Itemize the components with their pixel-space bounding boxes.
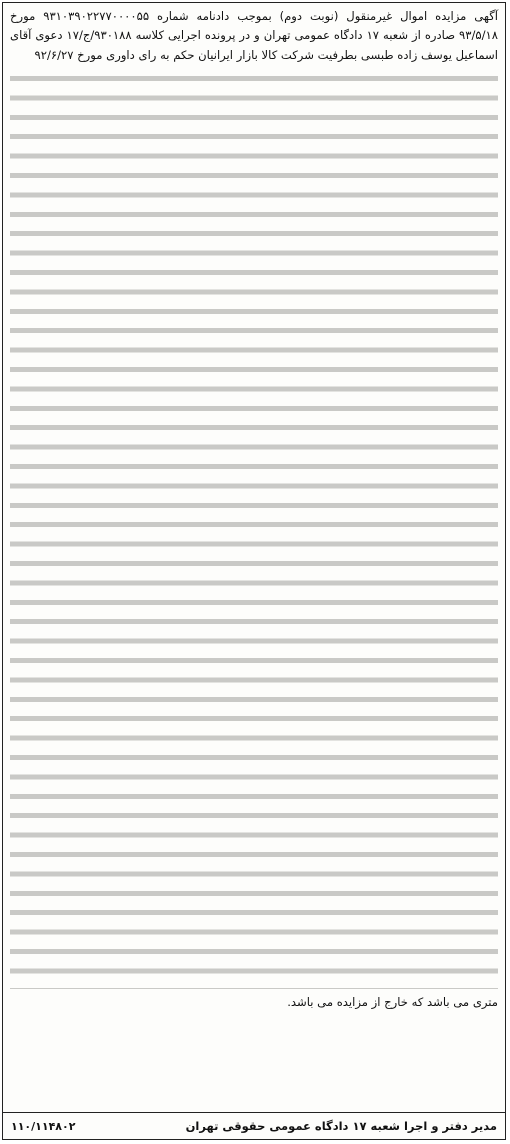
notice-paragraph-opening: آگهی مزایده اموال غیرمنقول (نوبت دوم) بموجب دادنامه شماره ۹۳۱۰۳۹۰۲۲۷۷۰۰۰۰۵۵ مورخ ۹۳/۵/۱۸ صادره از شعبه ۱۷ دادگاه عمومی تهران و در پرونده اجرایی کلاسه ۹۳۰۱۸۸/ج/۱۷ دعوی آقای اسماعیل یوسف زاده طبسی بطرفیت شرکت کالا بازار ایرانیان حکم به رای داوری مورخ ۹۲/۶/۲۷ — [10, 9, 499, 62]
notice-code: ۱۱۰/۱۱۴۸۰۲ — [11, 1119, 76, 1133]
notice-footer — [3, 1112, 505, 1139]
auction-notice — [2, 2, 506, 1140]
notice-paragraph-closing: متری می باشد که خارج از مزایده می باشد. — [287, 995, 498, 1010]
notice-body — [10, 7, 498, 1013]
footer-signature: مدیر دفتر و اجرا شعبه ۱۷ دادگاه عمومی حقوقی تهران — [185, 1119, 497, 1133]
illegible-body-text — [10, 69, 498, 989]
